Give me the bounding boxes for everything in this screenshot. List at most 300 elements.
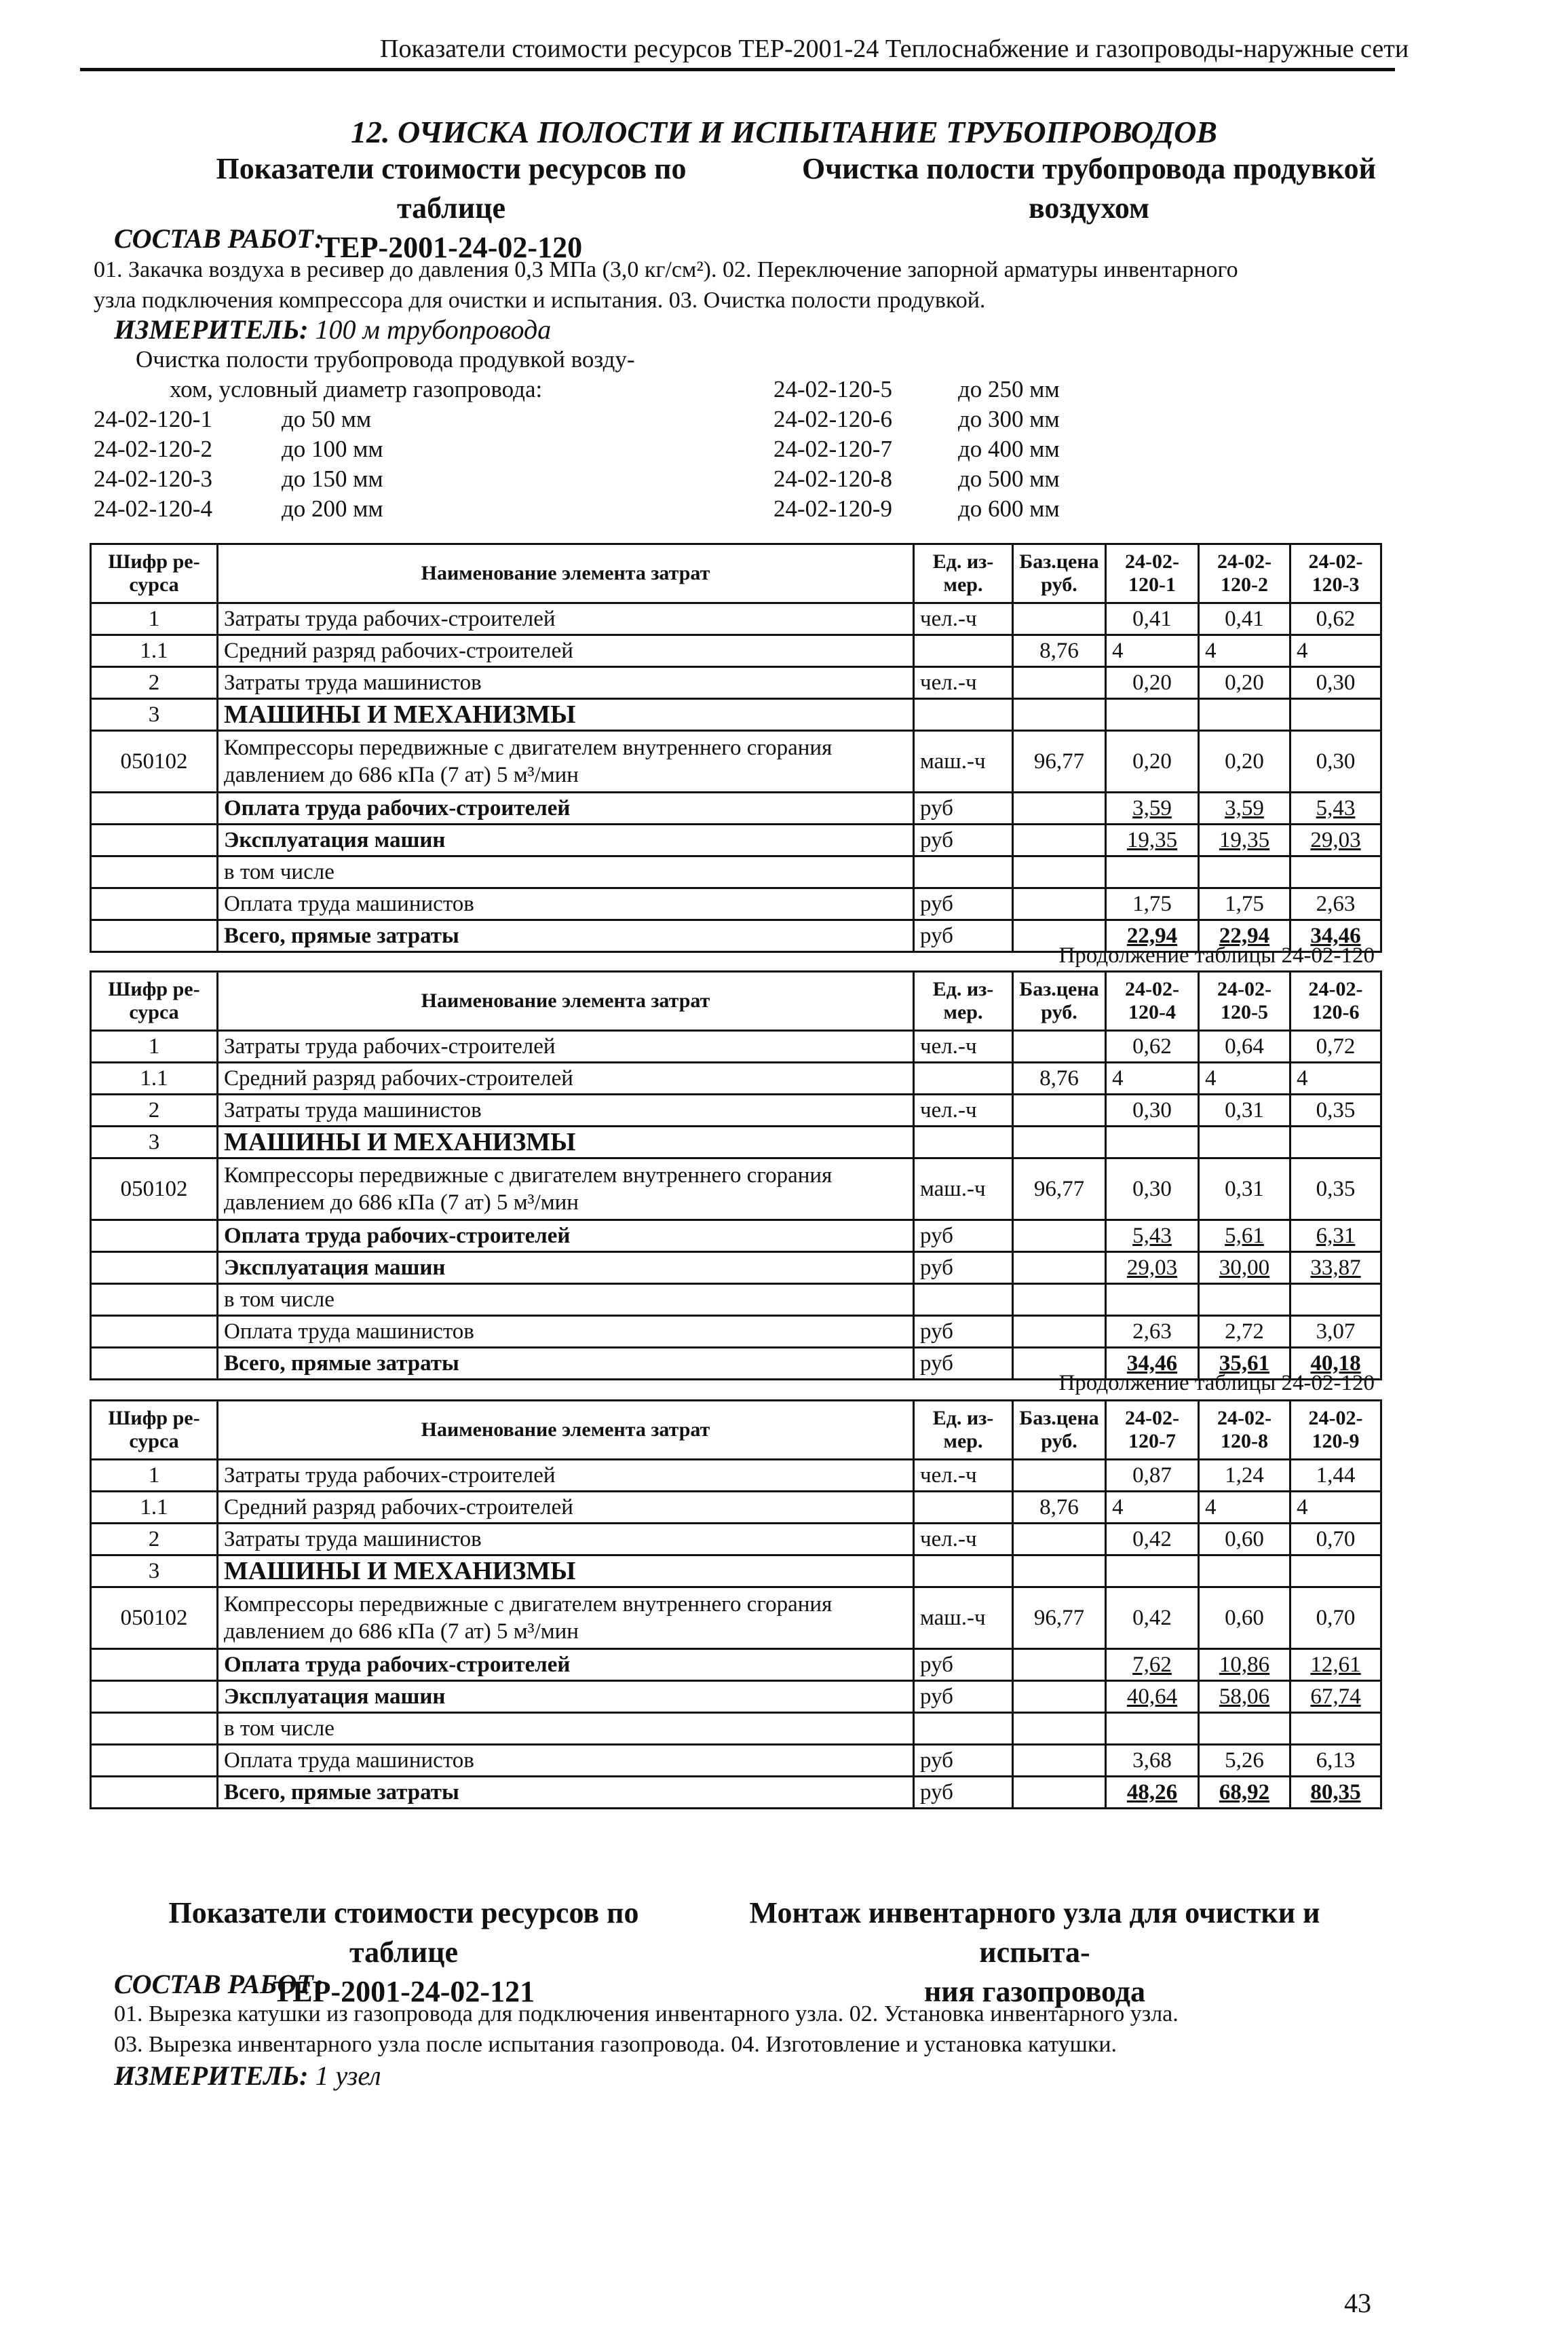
works-line: 01. Закачка воздуха в ресивер до давления 0,3 МПа (3,0 кг/см²). 02. Переключение запорной арматуры инвентарного [94, 257, 1238, 282]
table-row [91, 1555, 1381, 1587]
table-row [91, 793, 1381, 825]
cell-value [1290, 1555, 1381, 1587]
section-title: 12. ОЧИСКА ПОЛОСТИ И ИСПЫТАНИЕ ТРУБОПРОВОДОВ [351, 115, 1217, 149]
cell-code: 3 [91, 699, 218, 731]
cell-code [91, 1348, 218, 1380]
cell-value: 22,94 [1106, 920, 1199, 952]
name-line: Компрессоры передвижные с двигателем внутреннего сгорания [224, 1592, 833, 1617]
cell-code: 050102 [91, 1587, 218, 1649]
resource-table [90, 970, 1382, 1380]
cell-value: 0,42 [1106, 1587, 1199, 1649]
cell-value: 1,75 [1199, 888, 1290, 920]
cell-price [1013, 1284, 1106, 1316]
cell-value: 4 [1290, 1063, 1381, 1095]
cell-unit: руб [914, 1681, 1013, 1713]
title-code: ТЕР-2001-24-02-121 [272, 1975, 535, 2008]
cell-value: 4 [1199, 1492, 1290, 1524]
cell-name: Оплата труда рабочих-строителей [218, 1649, 914, 1681]
cell-price [1013, 1555, 1106, 1587]
cell-name: Оплата труда машинистов [218, 1745, 914, 1777]
title-line: Показатели стоимости ресурсов по таблице [168, 1896, 639, 1969]
cell-value: 0,20 [1199, 731, 1290, 793]
header-col: 24-02-120-4 [1106, 972, 1199, 1031]
cell-value: 0,62 [1290, 603, 1381, 635]
cell-value: 0,30 [1106, 1095, 1199, 1127]
cell-code [91, 1649, 218, 1681]
header-col: 24-02-120-5 [1199, 972, 1290, 1031]
header-code: Шифр ре-сурса [91, 1401, 218, 1460]
cell-price [1013, 1220, 1106, 1252]
cell-price: 8,76 [1013, 635, 1106, 667]
cell-price: 96,77 [1013, 1587, 1106, 1649]
cell-value [1199, 1713, 1290, 1745]
cell-code [91, 856, 218, 888]
cell-code [91, 920, 218, 952]
cell-value: 34,46 [1290, 920, 1381, 952]
cell-code [91, 1316, 218, 1348]
cell-code [91, 1252, 218, 1284]
cell-code: 3 [91, 1555, 218, 1587]
header-price: Баз.цена руб. [1013, 972, 1106, 1031]
variant-desc: до 100 мм [282, 436, 383, 462]
cell-unit: руб [914, 888, 1013, 920]
header-price: Баз.цена руб. [1013, 544, 1106, 603]
cell-value [1199, 1127, 1290, 1158]
header-name: Наименование элемента затрат [218, 1401, 914, 1460]
cell-code [91, 1681, 218, 1713]
cell-name: МАШИНЫ И МЕХАНИЗМЫ [218, 699, 914, 731]
cell-value: 0,70 [1290, 1524, 1381, 1555]
cell-name: Средний разряд рабочих-строителей [218, 1063, 914, 1095]
header-name: Наименование элемента затрат [218, 544, 914, 603]
variant-desc: до 50 мм [282, 406, 372, 432]
table-row [91, 1063, 1381, 1095]
cell-name: в том числе [218, 1713, 914, 1745]
cell-unit: чел.-ч [914, 1031, 1013, 1063]
cell-name: Средний разряд рабочих-строителей [218, 1492, 914, 1524]
intro-line: хом, условный диаметр газопровода: [170, 376, 543, 402]
cell-value: 0,35 [1290, 1158, 1381, 1220]
cell-value: 4 [1106, 1492, 1199, 1524]
title-line: Очистка полости трубопровода продувкой [802, 152, 1376, 185]
cell-value [1290, 1713, 1381, 1745]
cell-value: 34,46 [1106, 1348, 1199, 1380]
cell-unit: руб [914, 793, 1013, 825]
cell-value: 2,63 [1106, 1316, 1199, 1348]
cell-value: 22,94 [1199, 920, 1290, 952]
cell-value: 58,06 [1199, 1681, 1290, 1713]
cell-price [1013, 1460, 1106, 1492]
cell-value [1106, 1555, 1199, 1587]
page-number: 43 [1344, 2288, 1371, 2318]
cell-price [1013, 1524, 1106, 1555]
works-label: СОСТАВ РАБОТ: [114, 223, 324, 254]
table-row [91, 1524, 1381, 1555]
cell-value: 1,75 [1106, 888, 1199, 920]
variant-code: 24-02-120-4 [94, 495, 212, 522]
cell-price [1013, 603, 1106, 635]
continuation-note: Продолжение таблицы 24-02-120 [1058, 1371, 1375, 1395]
table-row [91, 1220, 1381, 1252]
cell-price [1013, 793, 1106, 825]
cell-unit: руб [914, 1252, 1013, 1284]
cell-value: 29,03 [1106, 1252, 1199, 1284]
cell-unit [914, 1555, 1013, 1587]
cell-name: МАШИНЫ И МЕХАНИЗМЫ [218, 1127, 914, 1158]
resource-table [90, 1399, 1382, 1809]
cell-value: 4 [1199, 635, 1290, 667]
cell-name [218, 1587, 914, 1649]
cell-code: 2 [91, 667, 218, 699]
cell-name: в том числе [218, 1284, 914, 1316]
cell-unit [914, 1063, 1013, 1095]
cell-name: Оплата труда рабочих-строителей [218, 793, 914, 825]
cell-value: 1,44 [1290, 1460, 1381, 1492]
cell-code [91, 1713, 218, 1745]
cell-price: 96,77 [1013, 1158, 1106, 1220]
cell-code: 1 [91, 1031, 218, 1063]
cell-name [218, 731, 914, 793]
cell-value [1199, 699, 1290, 731]
variant-code: 24-02-120-3 [94, 466, 212, 492]
header-col: 24-02-120-3 [1290, 544, 1381, 603]
cell-value: 0,20 [1106, 731, 1199, 793]
cell-code: 1.1 [91, 1063, 218, 1095]
cell-value: 19,35 [1106, 825, 1199, 856]
cell-name: Затраты труда машинистов [218, 667, 914, 699]
cell-value: 7,62 [1106, 1649, 1199, 1681]
title-line: Показатели стоимости ресурсов по таблице [216, 152, 687, 225]
measure-label-text: ИЗМЕРИТЕЛЬ: [114, 314, 309, 345]
cell-unit: руб [914, 1649, 1013, 1681]
variant-code: 24-02-120-7 [773, 436, 892, 462]
cell-value: 68,92 [1199, 1777, 1290, 1809]
variant-code: 24-02-120-1 [94, 406, 212, 432]
cell-name: Оплата труда рабочих-строителей [218, 1220, 914, 1252]
cell-value: 40,64 [1106, 1681, 1199, 1713]
cell-price [1013, 1252, 1106, 1284]
cell-value: 0,30 [1290, 667, 1381, 699]
cell-price [1013, 667, 1106, 699]
cell-unit [914, 856, 1013, 888]
variant-code: 24-02-120-2 [94, 436, 212, 462]
cell-value: 3,59 [1106, 793, 1199, 825]
cell-value: 0,35 [1290, 1095, 1381, 1127]
variant-code: 24-02-120-9 [773, 495, 892, 522]
cell-unit: чел.-ч [914, 603, 1013, 635]
table-row [91, 1031, 1381, 1063]
header-col: 24-02-120-2 [1199, 544, 1290, 603]
cell-unit: руб [914, 1745, 1013, 1777]
cell-value: 6,13 [1290, 1745, 1381, 1777]
measure-label-text: ИЗМЕРИТЕЛЬ: [114, 2060, 309, 2091]
title-line: ния газопровода [923, 1975, 1146, 2008]
cell-value: 10,86 [1199, 1649, 1290, 1681]
measure-value: 1 узел [315, 2060, 381, 2091]
header-code: Шифр ре-сурса [91, 544, 218, 603]
name-line: Компрессоры передвижные с двигателем внутреннего сгорания [224, 736, 833, 760]
table-row [91, 825, 1381, 856]
cell-code: 1 [91, 603, 218, 635]
title-line: воздухом [1028, 191, 1150, 225]
cell-unit: руб [914, 1348, 1013, 1380]
cell-value: 4 [1199, 1063, 1290, 1095]
cell-name: Затраты труда машинистов [218, 1095, 914, 1127]
cell-value [1199, 1555, 1290, 1587]
cell-value: 48,26 [1106, 1777, 1199, 1809]
cell-code: 1.1 [91, 635, 218, 667]
cell-price: 8,76 [1013, 1492, 1106, 1524]
cell-value: 33,87 [1290, 1252, 1381, 1284]
cell-code [91, 793, 218, 825]
cell-price: 96,77 [1013, 731, 1106, 793]
header-col: 24-02-120-7 [1106, 1401, 1199, 1460]
cell-unit [914, 699, 1013, 731]
variant-code: 24-02-120-6 [773, 406, 892, 432]
cell-value: 2,72 [1199, 1316, 1290, 1348]
cell-value: 67,74 [1290, 1681, 1381, 1713]
cell-code: 2 [91, 1095, 218, 1127]
variant-desc: до 200 мм [282, 495, 383, 522]
cell-value: 6,31 [1290, 1220, 1381, 1252]
variant-code: 24-02-120-8 [773, 466, 892, 492]
cell-price [1013, 1649, 1106, 1681]
cell-code: 050102 [91, 731, 218, 793]
cell-value: 0,60 [1199, 1524, 1290, 1555]
cell-value: 4 [1106, 1063, 1199, 1095]
cell-unit: чел.-ч [914, 1524, 1013, 1555]
cell-price [1013, 1031, 1106, 1063]
cell-code [91, 1777, 218, 1809]
cell-value: 2,63 [1290, 888, 1381, 920]
cell-code [91, 1745, 218, 1777]
cell-value [1106, 1284, 1199, 1316]
cell-value: 0,72 [1290, 1031, 1381, 1063]
header-col: 24-02-120-9 [1290, 1401, 1381, 1460]
name-line: давлением до 686 кПа (7 ат) 5 м³/мин [224, 1619, 579, 1644]
table-row [91, 1095, 1381, 1127]
cell-name: Всего, прямые затраты [218, 1348, 914, 1380]
cell-value: 0,30 [1290, 731, 1381, 793]
cell-value: 5,43 [1290, 793, 1381, 825]
works-line: 01. Вырезка катушки из газопровода для подключения инвентарного узла. 02. Установка инвентарного узла. [114, 2001, 1179, 2026]
name-line: давлением до 686 кПа (7 ат) 5 м³/мин [224, 1190, 579, 1215]
cell-value: 3,59 [1199, 793, 1290, 825]
name-line: Компрессоры передвижные с двигателем внутреннего сгорания [224, 1163, 833, 1188]
measure-value: 100 м трубопровода [315, 314, 552, 345]
variant-code: 24-02-120-5 [773, 376, 892, 402]
title-line: Монтаж инвентарного узла для очистки и испыта- [749, 1896, 1320, 1969]
table-row [91, 888, 1381, 920]
works-line: 03. Вырезка инвентарного узла после испытания газопровода. 04. Изготовление и установка катушки. [114, 2032, 1117, 2057]
cell-price [1013, 1316, 1106, 1348]
variant-desc: до 150 мм [282, 466, 383, 492]
table-row [91, 731, 1381, 793]
table-row [91, 1587, 1381, 1649]
cell-value: 0,64 [1199, 1031, 1290, 1063]
cell-unit: маш.-ч [914, 1158, 1013, 1220]
cell-unit [914, 1492, 1013, 1524]
table-row [91, 667, 1381, 699]
cell-value: 30,00 [1199, 1252, 1290, 1284]
table-row [91, 1316, 1381, 1348]
cell-price [1013, 699, 1106, 731]
header-price: Баз.цена руб. [1013, 1401, 1106, 1460]
cell-unit [914, 1284, 1013, 1316]
table-header-row [91, 544, 1381, 603]
title-code: ТЕР-2001-24-02-120 [320, 231, 583, 264]
variant-desc: до 400 мм [958, 436, 1060, 462]
cell-value: 0,20 [1199, 667, 1290, 699]
header-col: 24-02-120-8 [1199, 1401, 1290, 1460]
variant-desc: до 300 мм [958, 406, 1060, 432]
cell-name: Всего, прямые затраты [218, 920, 914, 952]
table-row [91, 1649, 1381, 1681]
cell-value: 80,35 [1290, 1777, 1381, 1809]
cell-value: 29,03 [1290, 825, 1381, 856]
cell-price [1013, 1681, 1106, 1713]
cell-code: 2 [91, 1524, 218, 1555]
table-row [91, 1713, 1381, 1745]
cell-name [218, 1158, 914, 1220]
cell-code: 3 [91, 1127, 218, 1158]
cell-unit [914, 1127, 1013, 1158]
cell-value: 5,43 [1106, 1220, 1199, 1252]
cell-value: 0,31 [1199, 1158, 1290, 1220]
table-row [91, 1460, 1381, 1492]
continuation-note: Продолжение таблицы 24-02-120 [1058, 943, 1375, 968]
cell-value: 4 [1106, 635, 1199, 667]
cell-unit: чел.-ч [914, 667, 1013, 699]
cell-unit: чел.-ч [914, 1095, 1013, 1127]
cell-price [1013, 1777, 1106, 1809]
cell-value: 3,68 [1106, 1745, 1199, 1777]
running-header: Показатели стоимости ресурсов ТЕР-2001-24 Теплоснабжение и газопроводы-наружные сети [380, 35, 1409, 63]
table-row [91, 1158, 1381, 1220]
cell-name: МАШИНЫ И МЕХАНИЗМЫ [218, 1555, 914, 1587]
table-row [91, 1745, 1381, 1777]
cell-unit: чел.-ч [914, 1460, 1013, 1492]
cell-name: Эксплуатация машин [218, 825, 914, 856]
cell-value [1106, 856, 1199, 888]
table-row [91, 1777, 1381, 1809]
cell-value [1290, 1127, 1381, 1158]
cell-code: 050102 [91, 1158, 218, 1220]
cell-value [1106, 699, 1199, 731]
cell-name: Средний разряд рабочих-строителей [218, 635, 914, 667]
cell-unit: маш.-ч [914, 731, 1013, 793]
table-header-row [91, 972, 1381, 1031]
cell-value: 19,35 [1199, 825, 1290, 856]
table-row [91, 1252, 1381, 1284]
cell-value: 5,26 [1199, 1745, 1290, 1777]
header-name: Наименование элемента затрат [218, 972, 914, 1031]
header-unit: Ед. из-мер. [914, 972, 1013, 1031]
cell-name: Затраты труда рабочих-строителей [218, 603, 914, 635]
header-code: Шифр ре-сурса [91, 972, 218, 1031]
measure-label [114, 2060, 381, 2092]
cell-name: Затраты труда рабочих-строителей [218, 1460, 914, 1492]
table-row [91, 603, 1381, 635]
cell-value: 0,30 [1106, 1158, 1199, 1220]
cell-value: 12,61 [1290, 1649, 1381, 1681]
cell-value: 0,70 [1290, 1587, 1381, 1649]
cell-value: 4 [1290, 635, 1381, 667]
table-row [91, 856, 1381, 888]
cell-value: 0,62 [1106, 1031, 1199, 1063]
cell-value: 0,31 [1199, 1095, 1290, 1127]
cell-price [1013, 888, 1106, 920]
intro-line: Очистка полости трубопровода продувкой возду- [136, 346, 635, 373]
cell-value: 0,20 [1106, 667, 1199, 699]
variants-list [0, 0, 1568, 543]
table-row [91, 1492, 1381, 1524]
cell-unit: маш.-ч [914, 1587, 1013, 1649]
works-text [114, 1999, 1179, 2060]
header-col: 24-02-120-1 [1106, 544, 1199, 603]
cell-code [91, 1284, 218, 1316]
header-unit: Ед. из-мер. [914, 544, 1013, 603]
cell-name: в том числе [218, 856, 914, 888]
cell-value [1106, 1713, 1199, 1745]
cell-name: Затраты труда рабочих-строителей [218, 1031, 914, 1063]
cell-name: Эксплуатация машин [218, 1252, 914, 1284]
cell-code: 1.1 [91, 1492, 218, 1524]
cell-unit: руб [914, 825, 1013, 856]
resource-table [90, 543, 1382, 953]
cell-value [1106, 1127, 1199, 1158]
cell-value [1199, 1284, 1290, 1316]
cell-value [1199, 856, 1290, 888]
cell-value [1290, 856, 1381, 888]
works-label: СОСТАВ РАБОТ: [114, 1969, 324, 1999]
cell-code [91, 888, 218, 920]
cell-price [1013, 1095, 1106, 1127]
cell-unit: руб [914, 1777, 1013, 1809]
cell-code [91, 1220, 218, 1252]
cell-value: 5,61 [1199, 1220, 1290, 1252]
cell-name: Затраты труда машинистов [218, 1524, 914, 1555]
cell-value: 35,61 [1199, 1348, 1290, 1380]
cell-value: 4 [1290, 1492, 1381, 1524]
table-row [91, 1127, 1381, 1158]
cell-value: 3,07 [1290, 1316, 1381, 1348]
cell-value: 0,41 [1106, 603, 1199, 635]
cell-price [1013, 825, 1106, 856]
table-row [91, 1681, 1381, 1713]
cell-unit: руб [914, 1220, 1013, 1252]
cell-code: 1 [91, 1460, 218, 1492]
cell-code [91, 825, 218, 856]
cell-name: Оплата труда машинистов [218, 1316, 914, 1348]
cell-value: 1,24 [1199, 1460, 1290, 1492]
header-unit: Ед. из-мер. [914, 1401, 1013, 1460]
cell-name: Оплата труда машинистов [218, 888, 914, 920]
cell-value: 0,42 [1106, 1524, 1199, 1555]
cell-price [1013, 1713, 1106, 1745]
cell-value [1290, 1284, 1381, 1316]
cell-unit: руб [914, 920, 1013, 952]
table-header-row [91, 1401, 1381, 1460]
header-col: 24-02-120-6 [1290, 972, 1381, 1031]
cell-value [1290, 699, 1381, 731]
variant-desc: до 500 мм [958, 466, 1060, 492]
variant-desc: до 250 мм [958, 376, 1060, 402]
cell-name: Всего, прямые затраты [218, 1777, 914, 1809]
table-row [91, 1284, 1381, 1316]
cell-value: 0,41 [1199, 603, 1290, 635]
cell-unit: руб [914, 1316, 1013, 1348]
